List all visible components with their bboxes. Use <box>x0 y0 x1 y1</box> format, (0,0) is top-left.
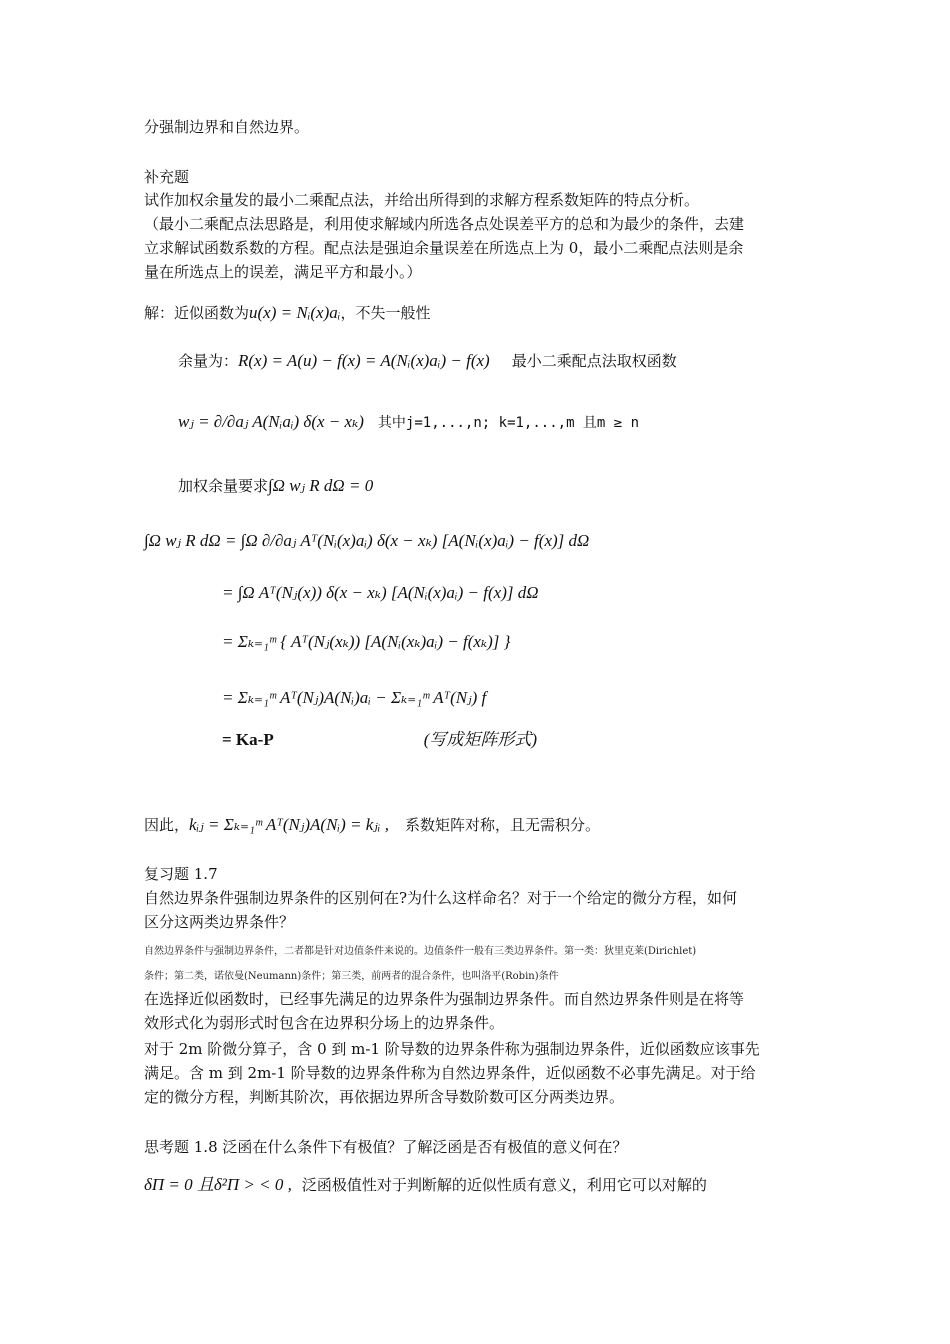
equation-matrix-form: = Ka-P <box>222 730 274 749</box>
residual-line <box>178 351 677 371</box>
text-line: 在选择近似函数时，已经事先满足的边界条件为强制边界条件。而自然边界条件则是在将等 <box>144 990 745 1008</box>
equation-stiffness-symmetry: kᵢⱼ = Σₖ₌₁ᵐ Aᵀ(Nⱼ)A(Nᵢ) = kⱼᵢ , <box>189 815 389 834</box>
solution-note: ，不失一般性 <box>340 304 431 322</box>
equation-derivation-3: = Σₖ₌₁ᵐ { Aᵀ(Nⱼ(xₖ)) [A(Nᵢ(xₖ)aᵢ) − f(xₖ)] } <box>222 632 511 651</box>
section-heading: 补充题 <box>144 168 190 186</box>
text-line: （最小二乘配点法思路是，利用使求解域内所选各点处误差平方的总和为最少的条件，去建 <box>144 215 745 233</box>
stiffness-label: 因此， <box>144 816 190 834</box>
stiffness-line <box>144 815 600 835</box>
equation-extremum-condition: δΠ = 0 且δ²Π > < 0 , <box>144 1175 292 1194</box>
text-line: 分强制边界和自然边界。 <box>144 118 310 136</box>
weight-function-line <box>178 412 639 433</box>
stiffness-note: 系数矩阵对称，且无需积分。 <box>404 816 600 834</box>
residual-label: 余量为： <box>178 352 239 370</box>
weight-index-note: 其中j=1,...,n; k=1,...,m 且m ≥ n <box>377 415 640 431</box>
text-line: 量在所选点上的误差，满足平方和最小。） <box>144 263 422 281</box>
equation-derivation-4: = Σₖ₌₁ᵐ Aᵀ(Nⱼ)A(Nᵢ)aᵢ − Σₖ₌₁ᵐ Aᵀ(Nⱼ) f <box>222 688 487 707</box>
text-line: 区分这两类边界条件？ <box>144 913 295 931</box>
extremum-line <box>144 1175 707 1195</box>
solution-label: 解：近似函数为 <box>144 304 250 322</box>
equation-derivation-2: = ∫Ω Aᵀ(Nⱼ(x)) δ(x − xₖ) [A(Nᵢ(x)aᵢ) − f(x)] dΩ <box>222 583 539 602</box>
text-line: 满足。含 m 到 2m-1 阶导数的边界条件称为自然边界条件，近似函数不必事先满足。对于给 <box>144 1064 756 1082</box>
residual-note: 最小二乘配点法取权函数 <box>511 352 677 370</box>
text-line: 对于 2m 阶微分算子，含 0 到 m-1 阶导数的边界条件称为强制边界条件，近似函数应该事先 <box>144 1040 760 1058</box>
equation-weighted-residual: ∫Ω wⱼ R dΩ = 0 <box>268 476 374 495</box>
text-line: 定的微分方程，判断其阶次，再依据边界所含导数阶数可区分两类边界。 <box>144 1088 625 1106</box>
equation-residual: R(x) = A(u) − f(x) = A(Nᵢ(x)aᵢ) − f(x) <box>238 351 490 370</box>
text-line: 试作加权余量发的最小二乘配点法，并给出所得到的求解方程系数矩阵的特点分析。 <box>144 191 700 209</box>
section-heading: 复习题 1.7 <box>144 865 218 883</box>
section-heading: 思考题 1.8 泛函在什么条件下有极值？了解泛函是否有极值的意义何在？ <box>144 1138 628 1156</box>
equation-approx-function: u(x) = Nᵢ(x)aᵢ <box>249 303 341 322</box>
text-line: 立求解试函数系数的方程。配点法是强迫余量误差在所选点上为 0，最小二乘配点法则是余 <box>144 239 744 257</box>
matrix-form-note: (写成矩阵形式) <box>423 730 538 749</box>
extremum-note: 泛函极值性对于判断解的近似性质有意义，利用它可以对解的 <box>301 1176 707 1194</box>
equation-derivation-1: ∫Ω wⱼ R dΩ = ∫Ω ∂/∂aⱼ Aᵀ(Nᵢ(x)aᵢ) δ(x − xₖ) [A(Nᵢ(x)aᵢ) − f(x)] dΩ <box>144 531 590 550</box>
matrix-form-line <box>222 730 537 750</box>
small-note-line: 条件；第二类，诺依曼(Neumann)条件；第三类，前两者的混合条件，也叫洛平(Robin)条件 <box>144 971 559 982</box>
weighted-residual-label: 加权余量要求 <box>178 477 269 495</box>
solution-line <box>144 303 430 323</box>
text-line: 自然边界条件强制边界条件的区别何在?为什么这样命名？对于一个给定的微分方程，如何 <box>144 889 738 907</box>
equation-weight-function: wⱼ = ∂/∂aⱼ A(Nᵢaᵢ) δ(x − xₖ) <box>178 412 364 431</box>
text-line: 效形式化为弱形式时包含在边界积分场上的边界条件。 <box>144 1014 505 1032</box>
small-note-line: 自然边界条件与强制边界条件，二者都是针对边值条件来说的。边值条件一般有三类边界条件。第一类：狄里克莱(Dirichlet) <box>144 946 697 957</box>
weighted-residual-line <box>178 476 373 496</box>
